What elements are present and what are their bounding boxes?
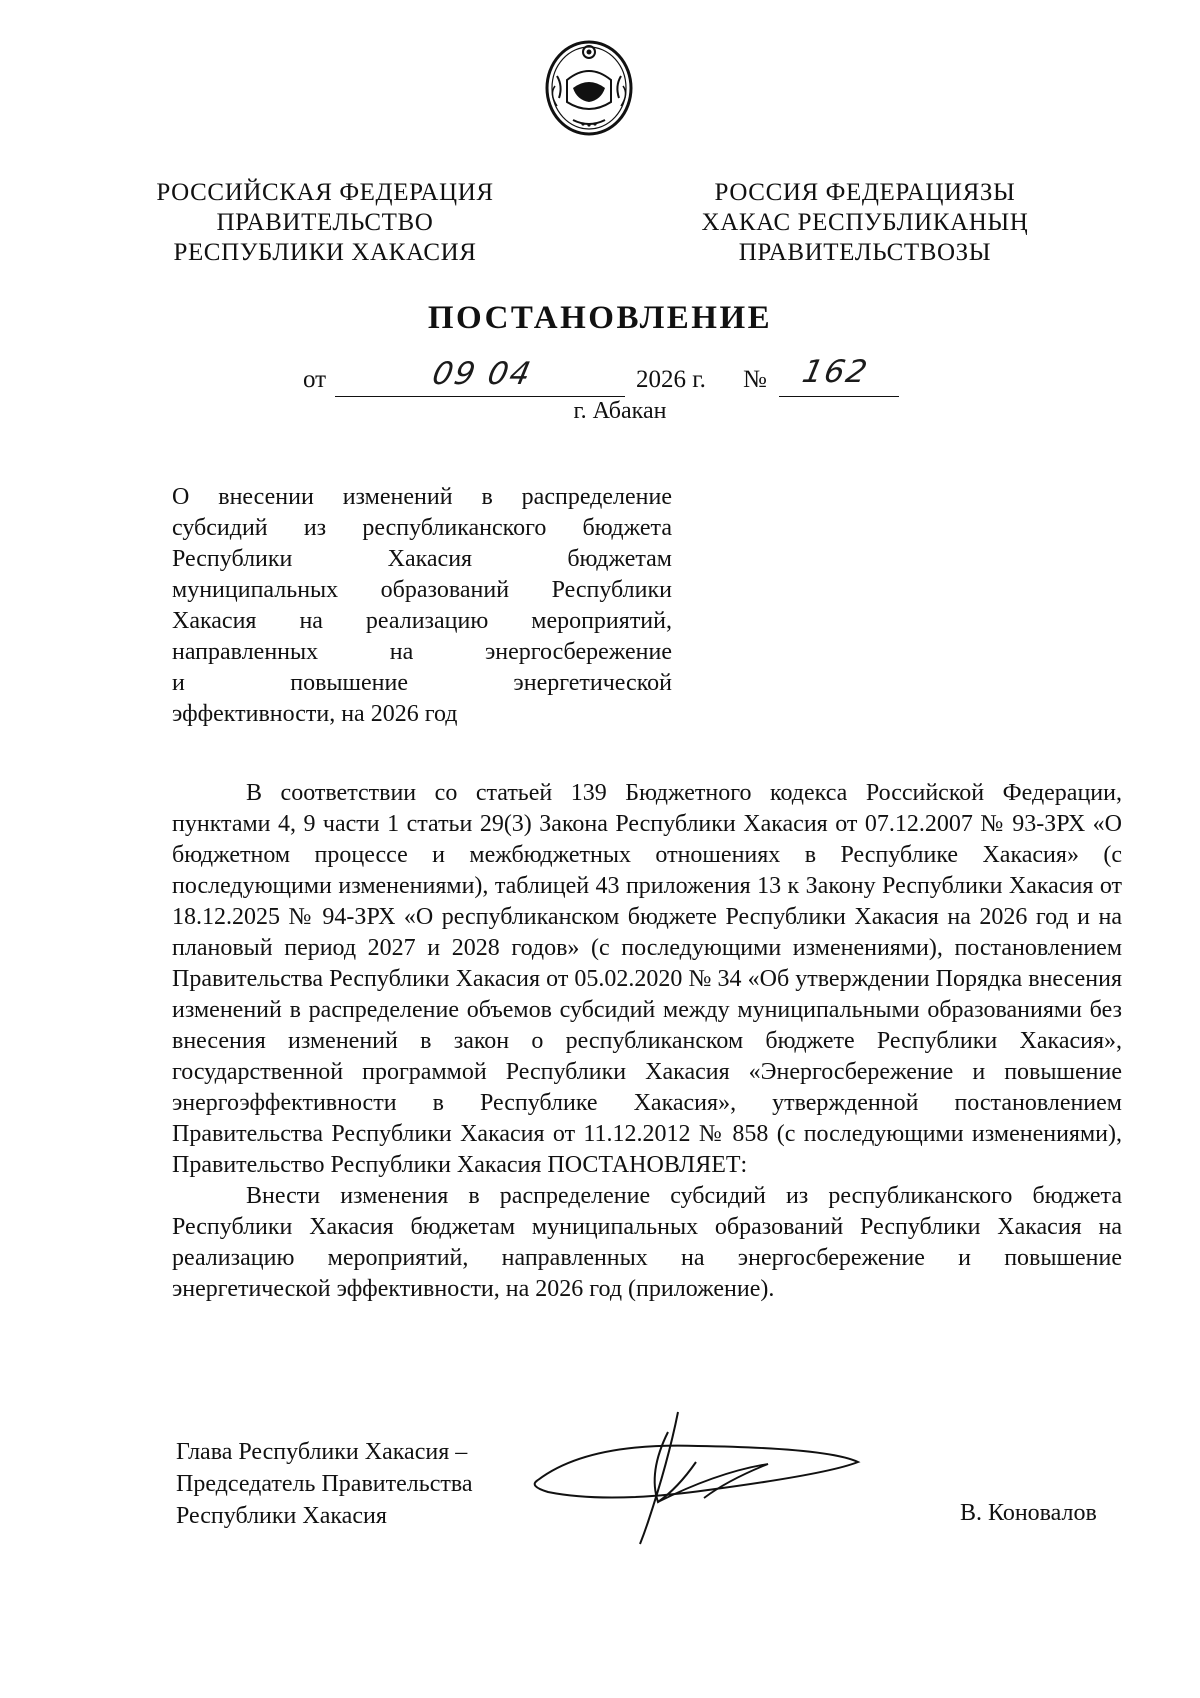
khakassia-coat-of-arms-icon: [543, 36, 635, 138]
header-left-line: РОССИЙСКАЯ ФЕДЕРАЦИЯ: [156, 179, 494, 206]
subject-line: эффективности, на 2026 год: [172, 701, 458, 727]
header-right-line: ХАКАС РЕСПУБЛИКАНЫҢ: [701, 209, 1029, 236]
document-title: ПОСТАНОВЛЕНИЕ: [427, 300, 773, 336]
number-prefix: №: [743, 366, 767, 393]
year-text: 2026 г.: [636, 366, 706, 393]
header-left: [150, 178, 500, 268]
signatory-position: [176, 1436, 516, 1532]
subject-line: субсидий из республиканского бюджета: [172, 515, 672, 541]
city: г. Абакан: [573, 398, 667, 424]
header-right-line: ПРАВИТЕЛЬСТВОЗЫ: [738, 239, 992, 266]
subject-line: О внесении изменений в распределение: [172, 484, 672, 510]
header-left-line: ПРАВИТЕЛЬСТВО: [216, 209, 434, 236]
signatory-name: В. Коновалов: [960, 1500, 1097, 1526]
position-line: Глава Республики Хакасия –: [176, 1439, 468, 1465]
document-body: [172, 778, 1122, 1305]
body-paragraph: Внести изменения в распределение субсидий из республиканского бюджета Республики Хакасия бюджетам муниципальных образований Республики Хакасия на реализацию мероприятий, направленных на энергосбережение и повышение энергетической эффективности, на 2026 год (приложение).: [172, 1183, 1122, 1302]
subject-line: муниципальных образований Республики: [172, 577, 672, 603]
document-subject: [172, 482, 672, 730]
position-line: Республики Хакасия: [176, 1503, 387, 1529]
date-prefix: от: [303, 366, 327, 393]
position-line: Председатель Правительства: [176, 1471, 473, 1497]
date-underline: [335, 396, 625, 397]
header-right: [690, 178, 1040, 268]
handwritten-signature: [528, 1402, 868, 1552]
handwritten-number: 162: [799, 354, 872, 390]
subject-line: и повышение энергетической: [172, 670, 672, 696]
header-left-line: РЕСПУБЛИКИ ХАКАСИЯ: [173, 239, 477, 266]
header-right-line: РОССИЯ ФЕДЕРАЦИЯЗЫ: [714, 179, 1016, 206]
handwritten-date: 09 04: [429, 356, 536, 392]
coat-of-arms-emblem: [543, 36, 635, 138]
subject-line: Республики Хакасия бюджетам: [172, 546, 672, 572]
body-paragraph: В соответствии со статьей 139 Бюджетного кодекса Российской Федерации, пунктами 4, 9 части 1 статьи 29(3) Закона Республики Хакасия от 07.12.2007 № 93-ЗРХ «О бюджетном процессе и межбюджетных отношениях в Республике Хакасия» (с последующими изменениями), таблицей 43 приложения 13 к Закону Республики Хакасия от 18.12.2025 № 94-ЗРХ «О республиканском бюджете Республики Хакасия на 2026 год и на плановый период 2027 и 2028 годов» (с последующими изменениями), постановлением Правительства Республики Хакасия от 05.02.2020 № 34 «Об утверждении Порядка внесения изменений в распределение объемов субсидий между муниципальными образованиями без внесения изменений в закон о республиканском бюджете Республики Хакасия», государственной программой Республики Хакасия «Энергосбережение и повышение энергоэффективности в Республике Хакасия», утвержденной постановлением Правительства Республики Хакасия от 11.12.2012 № 858 (с последующими изменениями), Правительство Республики Хакасия ПОСТАНОВЛЯЕТ:: [172, 780, 1122, 1178]
subject-line: Хакасия на реализацию мероприятий,: [172, 608, 672, 634]
subject-line: направленных на энергосбережение: [172, 639, 672, 665]
signature-icon: [528, 1402, 868, 1552]
number-underline: [779, 396, 899, 397]
